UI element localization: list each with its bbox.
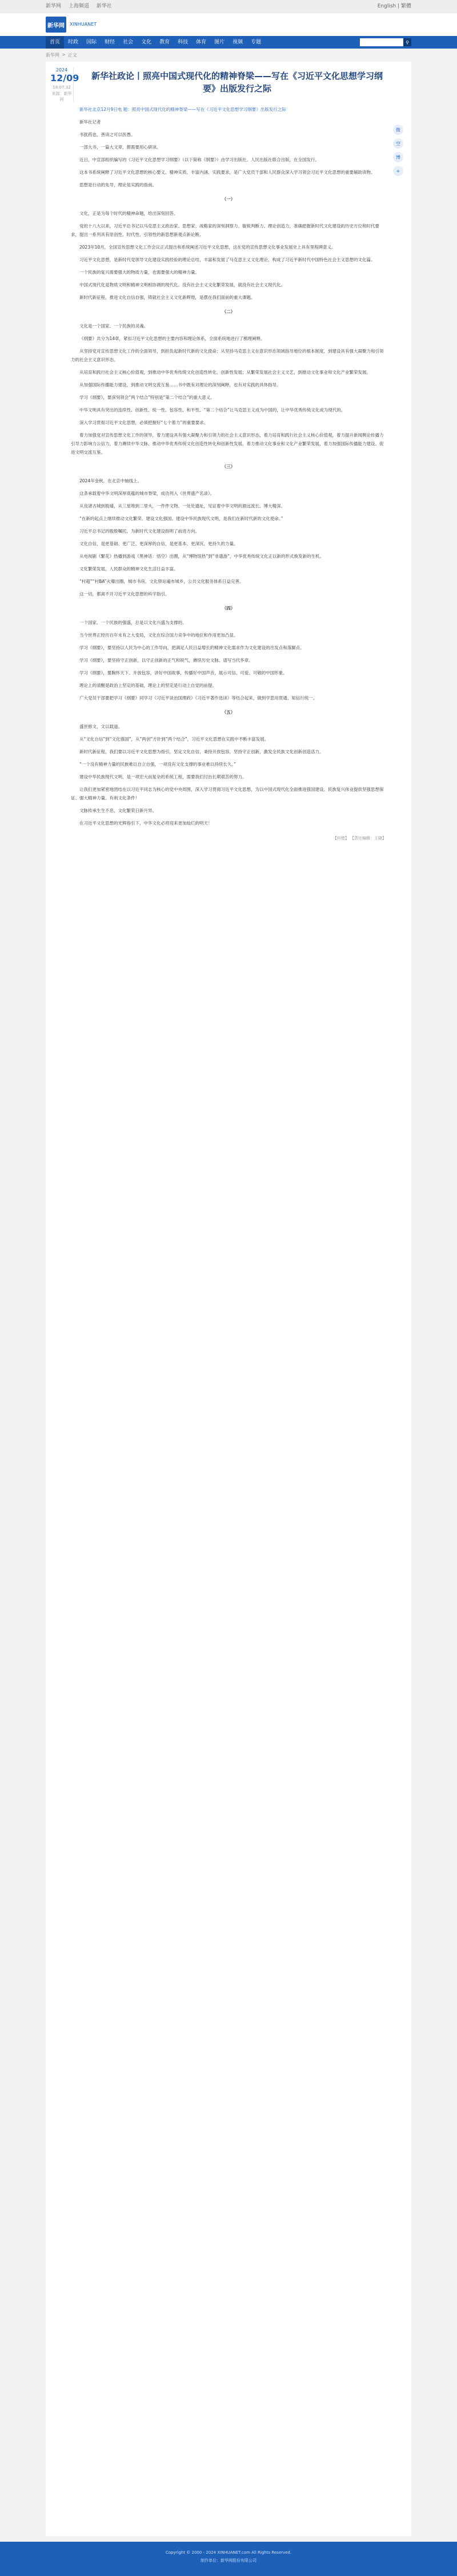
article-lead: 新华社北京12月9日电 题：照亮中国式现代化的精神脊梁——写在《习近平文化思想学习纲要》出版发行之际 xyxy=(79,107,286,112)
article-paragraph: 从“文化自信”到“文化强国”，从“两创”方针到“两个结合”，习近平文化思想在实践中不断丰富发展。 xyxy=(79,737,269,742)
article-paragraph: 学习《纲要》，要胸怀天下、开放包容，讲好中国故事，传播好中国声音，展示可信、可爱、可敬的中国形象。 xyxy=(79,670,287,675)
article-source: 来源：新华网 xyxy=(51,91,72,102)
site-footer xyxy=(0,2542,457,2576)
breadcrumb xyxy=(46,52,411,58)
article-paragraph: 2024年金秋，在北京中轴线上。 xyxy=(79,478,142,483)
article-paragraph: 文化，正是为每个时代的精神命题，给出深刻回答。 xyxy=(79,211,178,216)
top-bar xyxy=(0,0,457,13)
search-icon[interactable]: ⚲ xyxy=(403,38,411,46)
article-paragraph: 新时代新征程，我们要以习近平文化思想为指引，坚定文化自信，秉持开放包容，坚持守正创新，激发全民族文化创新创造活力。 xyxy=(79,749,324,754)
article-paragraph: 书犹药也，善读之可以医愚。 xyxy=(79,132,135,137)
article-paragraph: 从良渚古城到殷墟，从三星堆到二里头，一件件文物、一处处遗址，见证着中华文明的源远流长、博大精深。 xyxy=(79,503,285,509)
top-links xyxy=(46,0,118,13)
more-share-icon[interactable]: + xyxy=(393,166,403,176)
article-paragraph: “在新的起点上继续推动文化繁荣、建设文化强国、建设中华民族现代文明，是我们在新时代新的文化使命。” xyxy=(79,516,283,521)
editor-credit: 【纠错】 【责任编辑：王晓】 xyxy=(332,836,386,841)
article-paragraph: “村超”“村BA”火爆出圈，城市书房、文化驿站遍布城乡，公共文化服务体系日益完善。 xyxy=(79,579,244,584)
breadcrumb-current: 正文 xyxy=(67,53,77,58)
top-link-3[interactable]: 新华社 xyxy=(96,3,112,9)
site-logo-sub: XINHUANET xyxy=(70,22,97,27)
site-logo[interactable]: 新华网 xyxy=(46,17,66,33)
article-paragraph: 近日，中宣部组织编写的《习近平文化思想学习纲要》（以下简称《纲要》）由学习出版社、人民出版社联合出版，在全国发行。 xyxy=(79,157,319,162)
share-bar xyxy=(393,125,406,176)
article-paragraph: 2023年10月，全国宣传思想文化工作会议正式提出和系统阐述习近平文化思想，这在党的宣传思想文化事业发展史上具有里程碑意义。 xyxy=(79,245,336,250)
article-paragraph: 文脉传承生生不息，文化繁荣日新月异。 xyxy=(79,808,157,813)
article-paragraph: 文化自信，是更基础、更广泛、更深厚的自信，是更基本、更深沉、更持久的力量。 xyxy=(79,541,238,546)
nav-item-education[interactable]: 教育 xyxy=(159,39,170,45)
article-paragraph: 着力加强党对宣传思想文化工作的领导，着力建设具有强大凝聚力和引领力的社会主义意识形态，着力培育和践行社会主义核心价值观，着力提升新闻舆论传播力引导力影响力公信力，着力赓续中华文脉、推动中华优秀传统文化创造性转化和创新性发展，着力推动文化事业和文化产业繁荣发展，着力加强国际传播能力建设、促进文明交流互鉴。 xyxy=(71,433,384,455)
weibo-share-icon[interactable]: 博 xyxy=(393,152,403,162)
breadcrumb-home[interactable]: 新华网 xyxy=(46,53,59,58)
article-paragraph: 这本书系统阐释了习近平文化思想的核心要义、精神实质、丰富内涵、实践要求，是广大党员干部和人民群众深入学习领会习近平文化思想的重要辅助读物。 xyxy=(79,170,375,175)
article-container xyxy=(46,62,411,2536)
article-paragraph: 《纲要》共分为14章，紧扣习近平文化思想的主要内容和理论体系，全面系统地进行了梳理阐释。 xyxy=(79,336,265,341)
article-paragraph: 思想是行动的先导，理论是实践的指南。 xyxy=(79,182,157,187)
top-link-1[interactable]: 新华网 xyxy=(46,3,62,9)
nav-item-video[interactable]: 视频 xyxy=(232,39,243,45)
article-paragraph: 在习近平文化思想的光辉指引下，中华文化必将迎来更加灿烂的明天！ xyxy=(79,821,213,826)
nav-item-culture[interactable]: 文化 xyxy=(141,39,152,45)
search-input[interactable] xyxy=(360,38,403,46)
article-paragraph: 学习《纲要》，要坚持以人民为中心的工作导向，把满足人民日益增长的精神文化需求作为文化建设的出发点和落脚点。 xyxy=(79,645,304,650)
nav-item-home[interactable]: 首页 xyxy=(46,36,64,49)
nav-item-politics[interactable]: 时政 xyxy=(68,39,79,45)
article-paragraph: 让我们更加紧密地团结在以习近平同志为核心的党中央周围，深入学习贯彻习近平文化思想，为以中国式现代化全面推进强国建设、民族复兴伟业提供坚强思想保证、强大精神力量、有利文化条件！ xyxy=(71,787,384,801)
article-body xyxy=(71,105,386,827)
article-paragraph: 文化是一个国家、一个民族的灵魂。 xyxy=(79,323,148,329)
article-paragraph: “一个没有精神力量的民族难以自立自强，一项没有文化支撑的事业难以持续长久。” xyxy=(79,762,236,767)
footer-copyright: Copyright © 2000 - 2024 XINHUANET.com All Rights Reserved. xyxy=(165,2550,292,2555)
article-paragraph: 一个国家、一个民族的强盛，总是以文化兴盛为支撑的。 xyxy=(79,620,187,625)
article-paragraph: 这一切，都离不开习近平文化思想的科学指引。 xyxy=(79,591,170,597)
article-paragraph: 新时代新征程，推进文化自信自强，铸就社会主义文化新辉煌，是摆在我们面前的重大课题。 xyxy=(79,295,255,300)
section-heading: （二） xyxy=(222,309,235,314)
nav-item-topics[interactable]: 专题 xyxy=(251,39,262,45)
article-paragraph: 一个民族的复兴需要强大的物质力量，也需要强大的精神力量。 xyxy=(79,270,199,275)
article-paragraph: 这条承载着中华文明深厚底蕴的城市脊梁，成功列入《世界遗产名录》。 xyxy=(79,491,215,496)
main-nav xyxy=(0,36,457,49)
language-switch[interactable]: English | 繁體 xyxy=(377,3,411,9)
top-link-2[interactable]: 上海频道 xyxy=(68,3,89,9)
date-time: 18:07:32 xyxy=(53,85,71,90)
nav-item-world[interactable]: 国际 xyxy=(86,39,97,45)
section-heading: （五） xyxy=(222,710,235,715)
article-paragraph: 深入学习贯彻习近平文化思想，必须把握好“七个着力”的重要要求。 xyxy=(79,420,209,425)
wechat-share-icon[interactable]: 微 xyxy=(393,125,403,135)
article-paragraph: 一部大书，一篇大文章，都需要用心研读。 xyxy=(79,145,161,150)
article-paragraph: 中国式现代化是物质文明和精神文明相协调的现代化。没有社会主义文化繁荣发展，就没有社会主义现代化。 xyxy=(79,282,285,287)
article-paragraph: 习近平文化思想，是新时代党领导文化建设实践经验的理论总结，丰富和发展了马克思主义文化理论，构成了习近平新时代中国特色社会主义思想的文化篇。 xyxy=(79,257,375,262)
date-month-day: 12/09 xyxy=(50,73,79,83)
article-paragraph: 盛世修文，文以载道。 xyxy=(79,724,122,729)
nav-item-society[interactable]: 社会 xyxy=(123,39,134,45)
article-paragraph: 中华文明具有突出的连续性、创新性、统一性、包容性、和平性。“第二个结合”让马克思主义成为中国的，让中华优秀传统文化成为现代的。 xyxy=(79,407,346,413)
article-paragraph: 从培育和践行社会主义核心价值观，到推动中华优秀传统文化创造性转化、创新性发展；从繁荣发展社会主义文艺，到推动文化事业和文化产业繁荣发展。 xyxy=(79,370,371,375)
article-paragraph: 从电视剧《繁花》热播到游戏《黑神话：悟空》出圈，从“博物馆热”到“非遗游”，中华优秀传统文化正以新的形式焕发新的生机。 xyxy=(79,554,324,559)
nav-item-finance[interactable]: 财经 xyxy=(105,39,115,45)
article-paragraph: 学习《纲要》，要坚持守正创新，以守正创新的正气和锐气，赓续历史文脉、谱写当代华章。 xyxy=(79,658,253,663)
publish-date xyxy=(50,67,79,102)
section-heading: （三） xyxy=(222,464,235,469)
article-paragraph: 当今世界正经历百年未有之大变局，文化在综合国力竞争中的地位和作用更加凸显。 xyxy=(79,633,238,638)
article-paragraph: 理论上的清醒是政治上坚定的基础，理论上的坚定是行动上自觉的前提。 xyxy=(79,683,217,688)
article-paragraph: 文化繁荣发展，人民群众的精神文化生活日益丰富。 xyxy=(79,566,178,571)
article-paragraph: 习近平总书记的殷殷嘱托，为新时代文化建设指明了前进方向。 xyxy=(79,529,199,534)
article-paragraph: 建设中华民族现代文明，是一项宏大而复杂的系统工程，需要我们付出长期艰苦的努力。 xyxy=(79,774,247,779)
article-paragraph: 党的十八大以来，习近平总书记以马克思主义政治家、思想家、战略家的深刻洞察力、敏锐判断力、理论创造力，准确把握新时代文化建设的历史方位和时代要求，提出一系列具有原创性、时代性、引领性的新思想新观点新论断。 xyxy=(71,223,379,237)
article-title: 新华社政论丨照亮中国式现代化的精神脊梁——写在《习近平文化思想学习纲要》出版发行之际 xyxy=(91,71,383,94)
date-year: 2024 xyxy=(55,67,68,73)
article-paragraph: 从坚持党对宣传思想文化工作的全面领导，到担负起新时代新的文化使命；从坚持马克思主义在意识形态领域指导地位的根本制度，到建设具有强大凝聚力和引领力的社会主义意识形态。 xyxy=(71,349,384,362)
nav-item-photos[interactable]: 图片 xyxy=(214,39,225,45)
site-header xyxy=(0,13,457,36)
article-paragraph: 广大党员干部要把学习《纲要》同学习《习近平谈治国理政》《习近平著作选读》等结合起来，做到学思用贯通、知信行统一。 xyxy=(79,695,318,701)
article-paragraph: 从加强国际传播能力建设，到推动文明交流互鉴……书中既有对理论的深刻阐释，也有对实践的具体指导。 xyxy=(79,382,281,387)
footer-maker: 制作单位：新华网股份有限公司 xyxy=(201,2558,256,2563)
qzone-share-icon[interactable]: 空 xyxy=(393,138,403,149)
nav-item-tech[interactable]: 科技 xyxy=(178,39,189,45)
breadcrumb-sep: > xyxy=(62,52,66,57)
nav-item-sports[interactable]: 体育 xyxy=(196,39,207,45)
section-heading: （四） xyxy=(222,606,235,611)
article-paragraph: 学习《纲要》，要深刻领会“两个结合”特别是“第二个结合”的重大意义。 xyxy=(79,395,215,400)
article-paragraph: 新华社记者 xyxy=(79,119,101,125)
section-heading: （一） xyxy=(222,197,235,202)
